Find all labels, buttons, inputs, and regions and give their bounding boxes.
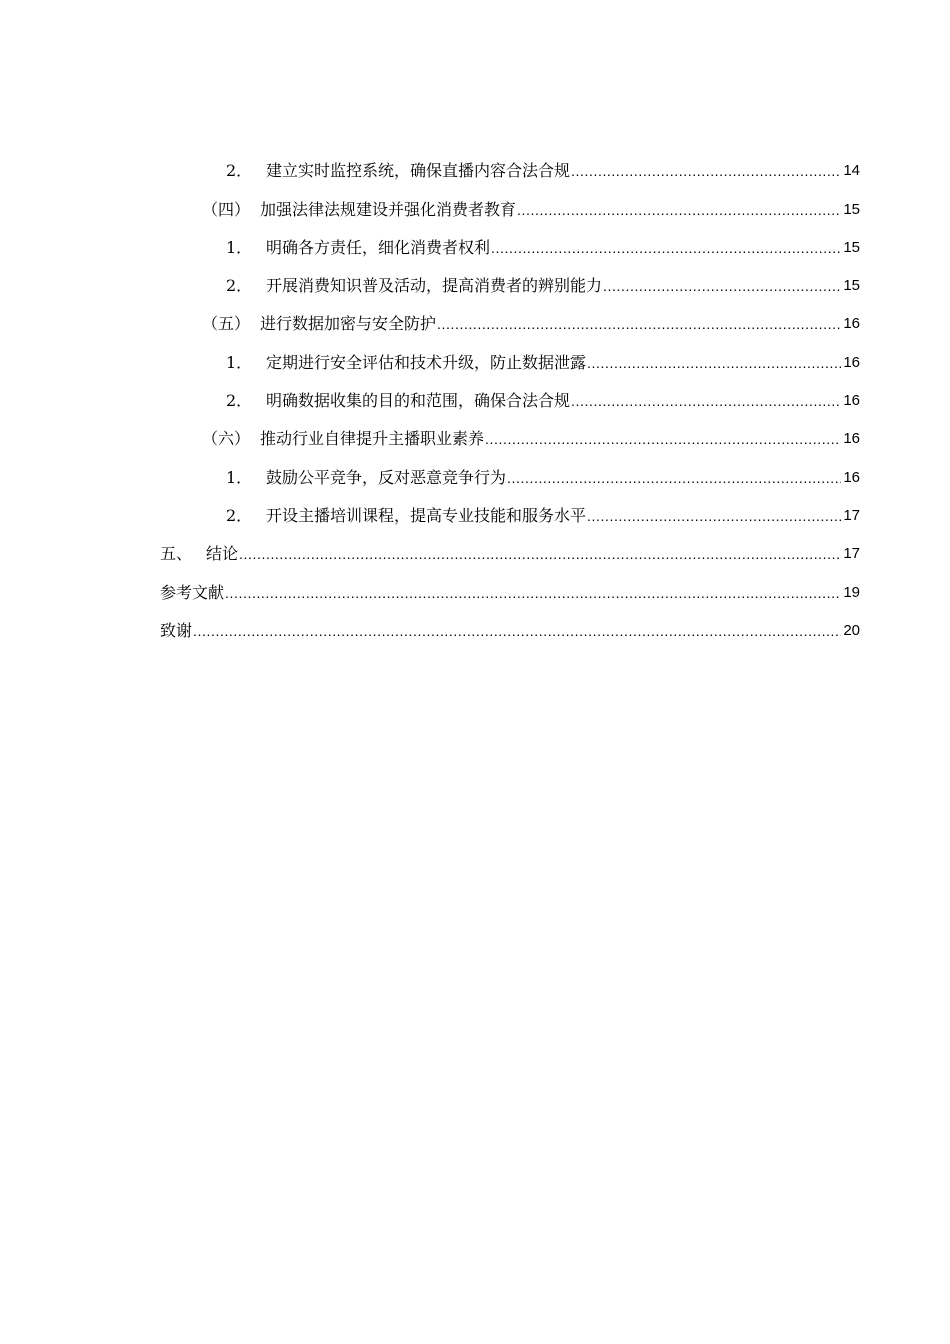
- toc-entry[interactable]: [160, 296, 860, 334]
- dot-leader: [603, 276, 841, 296]
- toc-entry[interactable]: [160, 143, 860, 181]
- dot-leader: [507, 468, 841, 488]
- dot-leader: [587, 353, 841, 373]
- table-of-contents: [160, 143, 860, 641]
- toc-entry[interactable]: [160, 564, 860, 602]
- toc-entry-page: 16: [843, 392, 860, 410]
- toc-entry-page: 16: [843, 468, 860, 486]
- toc-entry-page: 17: [843, 545, 860, 563]
- toc-entry-title: 开展消费知识普及活动，提高消费者的辨别能力: [266, 276, 603, 296]
- toc-entry[interactable]: [160, 373, 860, 411]
- dot-leader: [437, 314, 841, 334]
- toc-entry-page: 15: [843, 200, 860, 218]
- toc-entry-number: 1．: [226, 237, 253, 257]
- toc-entry[interactable]: [160, 411, 860, 449]
- toc-entry-page: 16: [843, 353, 860, 371]
- toc-entry-number: 2．: [226, 505, 253, 525]
- toc-entry-title: 进行数据加密与安全防护: [260, 314, 437, 334]
- toc-entry-number: 1．: [226, 352, 253, 372]
- toc-entry-page: 19: [843, 583, 860, 601]
- toc-entry-title: 定期进行安全评估和技术升级，防止数据泄露: [266, 352, 587, 372]
- toc-entry-number: （五）: [202, 314, 251, 334]
- toc-entry-page: 17: [843, 506, 860, 524]
- toc-entry-page: 15: [843, 238, 860, 256]
- toc-entry[interactable]: [160, 603, 860, 641]
- dot-leader: [587, 506, 841, 526]
- toc-entry-page: 20: [843, 621, 860, 639]
- toc-entry-title: 结论: [206, 544, 239, 564]
- dot-leader: [571, 391, 841, 411]
- toc-entry[interactable]: [160, 449, 860, 487]
- toc-entry-title: 致谢: [160, 620, 193, 640]
- dot-leader: [491, 238, 841, 258]
- toc-entry[interactable]: [160, 488, 860, 526]
- toc-entry-page: 15: [843, 277, 860, 295]
- toc-entry-title: 明确各方责任，细化消费者权利: [266, 237, 491, 257]
- toc-entry-title: 建立实时监控系统，确保直播内容合法合规: [266, 161, 571, 181]
- toc-entry-number: 1．: [226, 467, 253, 487]
- dot-leader: [193, 621, 841, 641]
- toc-entry-number: 2．: [226, 391, 253, 411]
- toc-entry[interactable]: [160, 258, 860, 296]
- toc-entry-title: 鼓励公平竞争，反对恶意竞争行为: [266, 467, 507, 487]
- toc-entry[interactable]: [160, 334, 860, 372]
- toc-entry-title: 开设主播培训课程，提高专业技能和服务水平: [266, 505, 587, 525]
- toc-entry-page: 16: [843, 430, 860, 448]
- toc-entry-page: 14: [843, 162, 860, 180]
- toc-entry-title: 参考文献: [160, 582, 225, 602]
- toc-entry-title: 加强法律法规建设并强化消费者教育: [260, 199, 517, 219]
- toc-entry-title: 明确数据收集的目的和范围，确保合法合规: [266, 391, 571, 411]
- dot-leader: [239, 544, 841, 564]
- dot-leader: [517, 200, 841, 220]
- toc-entry-number: 2．: [226, 276, 253, 296]
- dot-leader: [225, 583, 841, 603]
- toc-entry-number: 2．: [226, 161, 253, 181]
- toc-entry-number: （四）: [202, 199, 251, 219]
- toc-entry[interactable]: [160, 220, 860, 258]
- toc-entry[interactable]: [160, 526, 860, 564]
- toc-entry-number: 五、: [160, 544, 193, 564]
- toc-entry[interactable]: [160, 181, 860, 219]
- toc-entry-page: 16: [843, 315, 860, 333]
- dot-leader: [485, 429, 841, 449]
- toc-entry-title: 推动行业自律提升主播职业素养: [260, 429, 485, 449]
- dot-leader: [571, 161, 841, 181]
- toc-entry-number: （六）: [202, 429, 251, 449]
